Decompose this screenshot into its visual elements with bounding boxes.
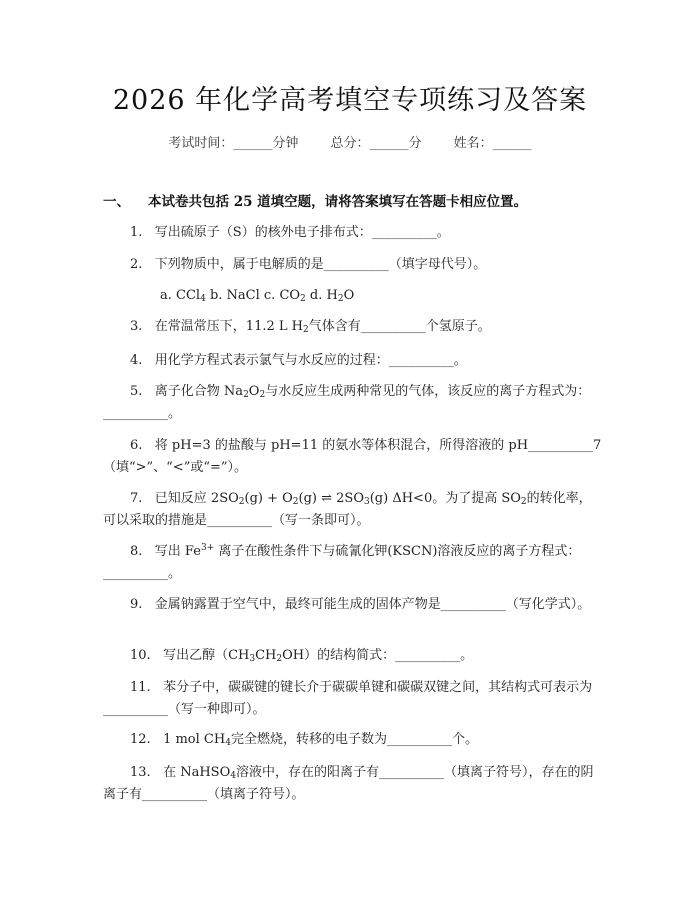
question-7 <box>103 488 603 532</box>
question-5 <box>103 381 603 425</box>
question-8 <box>103 541 603 585</box>
question-9 <box>103 594 603 616</box>
question-4 <box>103 350 603 372</box>
question-text: 12. 1 mol $CH_4$完全燃烧，转移的电子数为__________个。 <box>130 732 478 748</box>
question-text: 9. 金属钠露置于空气中，最终可能生成的固体产物是__________（写化学式）。 <box>130 597 591 612</box>
question-text: 11. 苯分子中，碳碳键的键长介于碳碳单键和碳碳双键之间，其结构式可表示为__________（写一种即可）。 <box>103 680 593 717</box>
question-text: 7. 已知反应 $2SO_2(g) + O_2(g)$ ⇌ $2SO_3(g)$ ΔH<0。为了提高 $SO_2$的转化率，可以采取的措施是__________（写一条即可）。 <box>103 491 592 528</box>
question-11 <box>103 677 603 721</box>
page-title: 2026 年化学高考填空专项练习及答案 <box>112 85 588 116</box>
question-text: 5. 离子化合物 $Na_2O_2$与水反应生成两种常见的气体，该反应的离子方程式为：__________。 <box>103 384 591 421</box>
question-text: 13. 在 NaHSO$_4$溶液中，存在的阳离子有__________（填离子符号），存在的阴离子有__________（填离子符号）。 <box>103 765 594 802</box>
question-text: 1. 写出硫原子（S）的核外电子排布式：__________。 <box>130 225 450 240</box>
question-text: 3. 在常温常压下，11.2 L $H_2$气体含有__________个氢原子。 <box>130 319 491 335</box>
question-13 <box>103 762 603 806</box>
question-text: 6. 将 pH=3 的盐酸与 pH=11 的氨水等体积混合，所得溶液的 pH__________7（填“>”、“<”或“=”）。 <box>103 438 602 475</box>
section-instruction: 本试卷共包括 25 道填空题，请将答案填写在答题卡相应位置。 <box>148 194 528 210</box>
question-text: 2. 下列物质中，属于电解质的是__________（填字母代号）。 <box>130 257 487 272</box>
question-1 <box>103 222 603 244</box>
question-text: 8. 写出 $Fe^{3+}$ 离子在酸性条件下与硫氰化钾(KSCN)溶液反应的离子方程式：__________。 <box>103 543 581 581</box>
question-6 <box>103 435 603 479</box>
question-2 <box>103 254 603 276</box>
question-text: 4. 用化学方程式表示氯气与水反应的过程：__________。 <box>130 353 467 368</box>
question-2-options: a. CCl$_4$ b. NaCl c. $CO_2$ d. $H_2O$ <box>160 288 355 304</box>
question-10 <box>103 645 603 667</box>
question-12 <box>103 729 603 751</box>
question-text: 10. 写出乙醇$(CH_3CH_2OH)$的结构简式：__________。 <box>130 648 474 664</box>
question-3 <box>103 316 603 338</box>
section-number: 一、 <box>103 194 130 210</box>
exam-header-info <box>0 132 700 151</box>
total-score-field: 总分：______分 <box>330 136 422 151</box>
exam-time-field: 考试时间：______分钟 <box>168 136 299 151</box>
section-heading <box>103 190 527 210</box>
student-name-field: 姓名：______ <box>453 136 532 151</box>
